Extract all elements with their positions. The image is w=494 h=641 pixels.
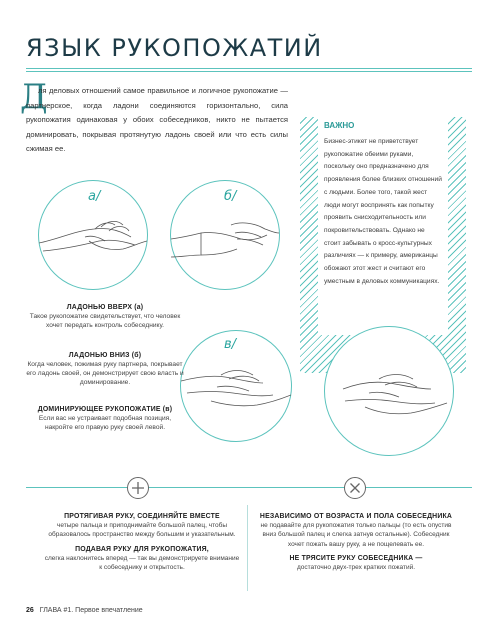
tip-title: ПОДАВАЯ РУКУ ДЛЯ РУКОПОЖАТИЯ, [75, 545, 209, 553]
drop-cap: Д [20, 77, 48, 117]
illustration-two-hands [324, 326, 454, 456]
legend-title: ДОМИНИРУЮЩЕЕ РУКОПОЖАТИЕ (в) [37, 406, 173, 413]
chapter-title: ГЛАВА #1. Первое впечатление [39, 607, 143, 614]
cross-icon-glyph [345, 478, 365, 498]
tip-dont-item [258, 554, 454, 572]
illustration-label-c: в/ [224, 337, 237, 352]
handshake-two-hands-drawing [325, 327, 453, 455]
plus-icon [127, 477, 149, 499]
legend-title: ЛАДОНЬЮ ВНИЗ (б) [68, 352, 142, 359]
plus-icon-glyph [128, 478, 148, 498]
legend-title: ЛАДОНЬЮ ВВЕРХ (а) [66, 304, 144, 311]
page-footer [26, 607, 143, 614]
page-title: ЯЗЫК РУКОПОЖАТИЙ [26, 34, 323, 62]
sidebar-text: Бизнес-этикет не приветствует рукопожатие обеими руками, поскольку оно предназначено для проявления более близких отношений с людьми. Более того, такой жест люди могут воспринять как попытку проявить снисходительность или покровительствовать. Однако не стоит забывать о кросс-культурных различиях — к примеру, американцы обожают этот жест и считают его уместным в деловых коммуникациях. [324, 138, 442, 285]
tip-text: четыре пальца и приподнимайте большой палец, чтобы образовалось пространство между большим и указательным. [48, 522, 236, 539]
title-rule [26, 68, 472, 69]
cross-icon [344, 477, 366, 499]
legend-palm-down [26, 351, 184, 387]
legend-palm-up [26, 303, 184, 330]
tips-do-column [44, 512, 240, 577]
tip-dont-item [258, 512, 454, 549]
tips-rule [26, 487, 472, 488]
tips-dont-column [258, 512, 454, 577]
important-sidebar-content [318, 117, 448, 335]
sidebar-heading: ВАЖНО [324, 121, 355, 130]
illustration-label-b: б/ [224, 189, 237, 204]
intro-paragraph: ля деловых отношений самое правильное и логичное рукопожатие — партнерское, когда ладони соединяются горизонтально, сила рукопожатия одинаковая у обоих собеседников, никто не пытается доминировать, покрывая протянутую ладонь своей или что есть силы сжимая ее. [26, 86, 288, 154]
tip-text: слегка наклонитесь вперед — так вы демонстрируете внимание к собеседнику и открытость. [44, 554, 240, 572]
tip-text: не подавайте для рукопожатия только пальцы (то есть опустив вниз большой палец и слегка затнув остальные). Собеседник хочет пожать вашу руку, а не пощелевать ее. [260, 522, 452, 548]
tip-title: ПРОТЯГИВАЯ РУКУ, СОЕДИНЯЙТЕ ВМЕСТЕ [64, 513, 220, 520]
tips-divider [247, 505, 248, 591]
illustration-label-a: а/ [88, 189, 101, 204]
legend-dominant [26, 405, 184, 432]
tip-text: достаточно двух-трех кратких пожатий. [296, 564, 416, 572]
legend-text: Такое рукопожатие свидетельствует, что человек хочет передать контроль собеседнику. [29, 313, 181, 329]
tip-title: НЕ ТРЯСИТЕ РУКУ СОБЕСЕДНИКА — [289, 554, 423, 562]
tip-do-item [44, 545, 240, 573]
legend-text: Когда человек, пожимая руку партнера, покрывает его ладонь своей, он демонстрирует свою власть и доминирование. [26, 361, 184, 386]
tip-do-item [44, 512, 240, 540]
tip-title: НЕЗАВИСИМО ОТ ВОЗРАСТА И ПОЛА СОБЕСЕДНИКА [259, 513, 453, 520]
page-number: 26 [26, 607, 34, 614]
legend-text: Если вас не устраивает подобная позиция, накройте его правую руку своей левой. [38, 415, 172, 431]
title-rule [26, 71, 472, 72]
